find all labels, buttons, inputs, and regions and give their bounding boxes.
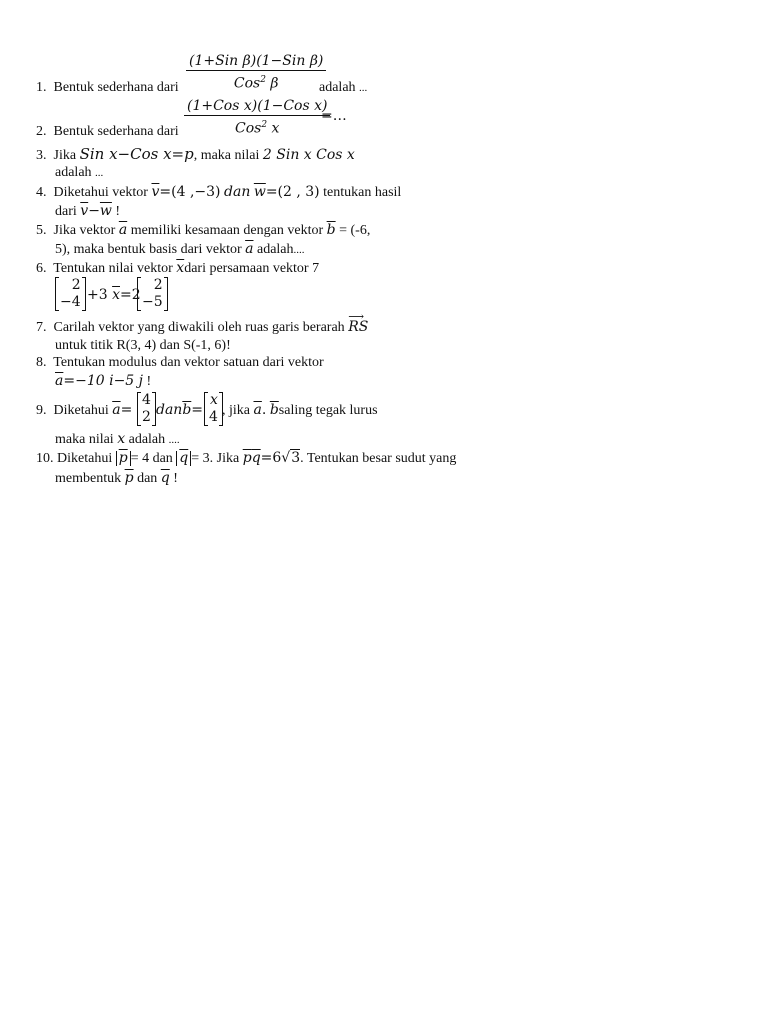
- q5-line2-text-b: adalah: [256, 242, 294, 257]
- q4-text-b: tentukan hasil: [323, 185, 402, 200]
- q4-value-w: =(2 , 3): [265, 184, 320, 200]
- q8-end: !: [146, 374, 152, 389]
- q10-line-2: [55, 469, 178, 488]
- q5-vector-a: $\overline{a}$: [118, 222, 128, 238]
- q1-den-text: Cos: [233, 75, 261, 92]
- q1-after: [319, 79, 367, 97]
- q4-value-v: =(4 ,−3): [159, 184, 221, 200]
- q9-line2-text-b: adalah: [128, 432, 166, 447]
- q9-m2-bottom: 4: [209, 409, 218, 425]
- q9-dan: dan: [156, 402, 183, 418]
- q9-eq-1: =: [120, 402, 133, 418]
- question-5: [36, 221, 370, 240]
- q6-vector-x-2: $\overline{x}$: [112, 287, 120, 303]
- q6-vector-x: $\overline{x}$: [176, 260, 185, 276]
- q4-vector-w: $\overline{w}$: [253, 184, 266, 200]
- q9-m1-bottom: 2: [142, 409, 151, 425]
- q10-vector-p: $\overline{p}$: [118, 450, 128, 466]
- q4-line2-text: dari: [55, 204, 77, 219]
- q4-line-2: [55, 202, 120, 221]
- q9-text-a: Diketahui: [53, 403, 109, 418]
- q10-line2-vector-q: $\overline{q}$: [160, 470, 170, 486]
- q10-vector-p-2: $\overline{p}$: [242, 450, 252, 466]
- q10-text-b: = 4 dan: [130, 451, 173, 466]
- q10-line2-text-a: membentuk: [55, 471, 122, 486]
- q10-text-a: Diketahui: [57, 451, 113, 466]
- question-3: [36, 145, 355, 165]
- q9-vector-a: $\overline{a}$: [112, 402, 121, 418]
- q6-equation-mid: [87, 286, 141, 304]
- q3-number: 3.: [36, 148, 47, 163]
- q6-text-b: dari persamaan vektor 7: [184, 261, 320, 276]
- q2-den-power: 2: [261, 120, 268, 130]
- q10-vector-q-2: $\overline{q}$: [251, 450, 261, 466]
- q8-expr: =−10 i−5 j: [63, 373, 143, 389]
- q6-m1-bottom: −4: [60, 294, 81, 310]
- q4-line2-vector-w: $\overline{w}$: [99, 203, 112, 219]
- q9-vector-a-2: $\overline{a}$: [253, 402, 262, 418]
- question-6: [36, 259, 319, 278]
- q10-vector-q: $\overline{q}$: [179, 450, 189, 466]
- q6-m2-top: 2: [153, 277, 163, 293]
- q3-dots: ...: [95, 167, 104, 179]
- q6-text-a: Tentukan nilai vektor: [53, 261, 173, 276]
- q9-matrix-b: [204, 392, 223, 426]
- q7-number: 7.: [36, 320, 47, 335]
- q6-mid: +3: [87, 287, 108, 303]
- q1-after-text: adalah: [319, 80, 356, 95]
- q4-vector-v: $\overline{v}$: [151, 184, 160, 200]
- q1-fraction: [186, 52, 326, 93]
- q5-text-b: memiliki kesamaan dengan vektor: [130, 223, 324, 238]
- q7-vector-rs: ⟶ RS: [348, 319, 368, 335]
- q6-matrix-2: [137, 277, 168, 311]
- q1-den-var: β: [270, 75, 279, 92]
- q5-line2-vector-a: $\overline{a}$: [245, 241, 254, 257]
- q2-number: 2.: [36, 124, 47, 139]
- question-1: [36, 79, 179, 97]
- q9-number: 9.: [36, 403, 47, 418]
- q7-text: Carilah vektor yang diwakili oleh ruas garis berarah: [53, 320, 345, 335]
- q9-matrix-a: [137, 392, 156, 426]
- q3-line2-text: adalah: [55, 165, 92, 180]
- q1-number: 1.: [36, 80, 47, 95]
- q1-denominator: [186, 71, 326, 93]
- q6-number: 6.: [36, 261, 47, 276]
- q2-after-text: =…: [321, 108, 347, 124]
- q2-after: [321, 107, 347, 126]
- q9-m2-top: x: [210, 392, 218, 408]
- q7-line2-text: untuk titik R(3, 4) dan S(-1, 6)!: [55, 338, 231, 353]
- q9-text-c: saling tegak lurus: [278, 403, 378, 418]
- q1-dots: ...: [359, 82, 368, 94]
- q1-numerator: (1+Sin β)(1−Sin β): [186, 52, 326, 71]
- q4-number: 4.: [36, 185, 47, 200]
- q8-line-2: [55, 372, 151, 391]
- q9-line2-text-a: maka nilai: [55, 432, 114, 447]
- q9-vector-b-2: $\overline{b}$: [269, 402, 279, 418]
- q5-number: 5.: [36, 223, 47, 238]
- q1-text: Bentuk sederhana dari: [53, 80, 179, 95]
- q3-expr-a: Sin x−Cos x=p: [79, 145, 194, 163]
- q4-text-a: Diketahui vektor: [53, 185, 148, 200]
- question-9: [36, 401, 132, 420]
- q8-text: Tentukan modulus dan vektor satuan dari vektor: [53, 355, 324, 370]
- q10-number: 10.: [36, 451, 54, 466]
- q2-denominator: [184, 116, 330, 138]
- q5-vector-b: $\overline{b}$: [326, 222, 336, 238]
- q9-line-2: [55, 430, 180, 449]
- q6-eq: =2: [120, 287, 141, 303]
- q9-dots: ....: [168, 434, 180, 446]
- q3-line-2: [55, 164, 103, 182]
- q5-text-c: = (-6,: [339, 223, 371, 238]
- q9-dot: .: [261, 402, 267, 418]
- q6-matrix-1: [55, 277, 86, 311]
- q10-sqrt: 3: [291, 450, 301, 466]
- q10-line2-end: !: [173, 471, 178, 486]
- q2-den-var: x: [271, 120, 280, 137]
- question-8: [36, 354, 324, 372]
- q1-den-power: 2: [260, 75, 266, 85]
- q10-text-d: . Tentukan besar sudut yang: [300, 451, 457, 466]
- q4-line2-minus: −: [88, 203, 100, 219]
- q5-dots: ....: [293, 244, 305, 256]
- q3-expr-b: 2 Sin x Cos x: [262, 147, 355, 163]
- q5-line2-text-a: 5), maka bentuk basis dari vektor: [55, 242, 242, 257]
- q6-m2-bottom: −5: [142, 294, 163, 310]
- question-2: [36, 123, 179, 141]
- q4-dan: dan: [224, 184, 251, 200]
- q3-text-a: Jika: [53, 148, 77, 163]
- q10-line2-dan: dan: [137, 471, 158, 486]
- q5-line-2: [55, 240, 305, 259]
- question-4: [36, 183, 401, 202]
- question-10: 10. Diketahui $\overline{p} = 4$ dan $\overline{q} = 3$. Jika $\overline{p}\overline{q}=6√3$. Tentukan besar sudut yang: [36, 450, 457, 466]
- q9-eq-2: =: [191, 402, 204, 418]
- q4-line2-end: !: [115, 204, 121, 219]
- q8-number: 8.: [36, 355, 47, 370]
- q8-vector-a: $\overline{a}$: [55, 373, 64, 389]
- q2-den-text: Cos: [235, 120, 262, 137]
- q9-line2-var: x: [117, 431, 126, 447]
- q9-m1-top: 4: [142, 392, 151, 408]
- q2-fraction: [184, 97, 330, 138]
- q2-text: Bentuk sederhana dari: [53, 124, 179, 139]
- q5-text-a: Jika vektor: [53, 223, 116, 238]
- q4-line2-vector-v: $\overline{v}$: [80, 203, 89, 219]
- q7-line-2: [55, 337, 231, 355]
- q9-text-b: , jika: [222, 403, 250, 418]
- q3-text-b: , maka nilai: [193, 148, 260, 163]
- q9-vector-b: $\overline{b}$: [182, 402, 192, 418]
- question-7: [36, 318, 368, 337]
- q6-m1-top: 2: [71, 277, 81, 293]
- q10-text-c: = 3. Jika: [191, 451, 240, 466]
- q9-tail: [222, 401, 378, 420]
- q10-expr: =6: [260, 450, 282, 466]
- q2-numerator: (1+Cos x)(1−Cos x): [184, 97, 330, 116]
- q10-line2-vector-p: $\overline{p}$: [124, 470, 134, 486]
- q9-mid: [156, 401, 203, 420]
